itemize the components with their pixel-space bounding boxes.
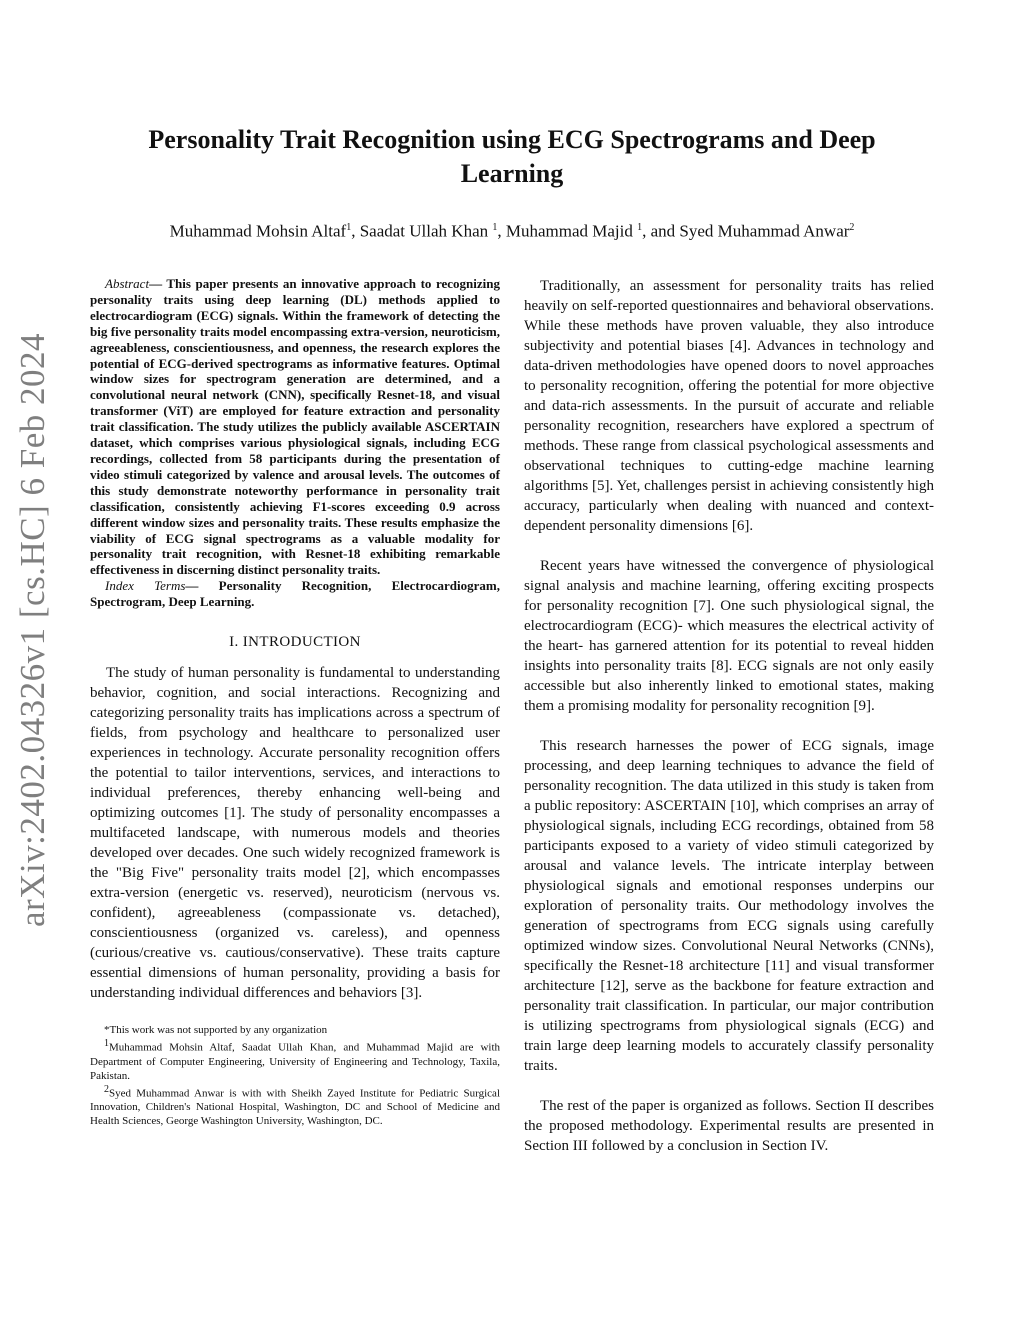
abstract	[90, 276, 500, 578]
author-affiliation-mark: 1	[492, 222, 498, 233]
footnote-affiliation-1	[90, 1037, 500, 1083]
index-terms	[90, 578, 500, 610]
body-paragraph: Recent years have witnessed the convergence of physiological signal analysis and machine learning, offering exciting prospects for personality recognition [7]. One such physiological signal, the electrocardiogram (ECG)- which measures the electrical activity of the heart- has garnered attention for its potential to reveal hidden insights into personality traits [8]. ECG signals are not only easily accessible but also inherently linked to emotional states, making them a promising modality for personality recognition [9].	[524, 558, 934, 714]
footnotes	[90, 1023, 500, 1128]
footnote-text: Syed Muhammad Anwar is with with Sheikh Zayed Institute for Pediatric Surgical Innovation, Children's National Hospital, Washington, DC and School of Medicine and Health Sciences, George Washington University, Washington, DC.	[90, 1087, 500, 1128]
index-terms-label: Index Terms	[105, 578, 186, 594]
author-name: Muhammad Mohsin Altaf	[169, 221, 347, 241]
author-list	[80, 216, 944, 244]
footnote-mark: 1	[104, 1038, 109, 1050]
author-separator: ,	[497, 221, 506, 241]
author-name: Muhammad Majid	[505, 221, 638, 241]
author-affiliation-mark: 1	[346, 222, 352, 233]
index-terms-text: — Personality Recognition, Electrocardiogram, Spectrogram, Deep Learning.	[90, 578, 500, 610]
author-separator: ,	[351, 221, 360, 241]
body-paragraph: The rest of the paper is organized as follows. Section II describes the proposed methodology. Experimental results are presented in Section III followed by a conclusion in Section IV.	[524, 1098, 934, 1154]
section-heading-introduction: I. INTRODUCTION	[229, 634, 361, 651]
intro-paragraph: The study of human personality is fundamental to understanding behavior, cognition, and social interactions. Recognizing and categorizing personality traits has implications across a spectrum of fields, from psychology and healthcare to personalized user experiences in technology. Accurate personality recognition offers the potential to tailor interventions, services, and interactions to individual preferences, thereby enhancing well-being and optimizing outcomes [1]. The study of personality encompasses a multifaceted landscape, with numerous models and theories developed over decades. One such widely recognized framework is the "Big Five" personality traits model [2], which encompasses extra-version (energetic vs. reserved), neuroticism (nervous vs. confident), agreeableness (compassionate vs. detached), conscientiousness (organized vs. careless), and openness (curious/creative vs. cautious/conservative). These traits capture essential dimensions of human personality, providing a basis for understanding individual differences and behaviors [3].	[90, 665, 500, 1002]
left-column	[90, 276, 500, 1128]
footnote-text: Muhammad Mohsin Altaf, Saadat Ullah Khan, and Muhammad Majid are with Department of Computer Engineering, University of Engineering and Technology, Taxila, Pakistan.	[90, 1041, 500, 1082]
author-name: Syed Muhammad Anwar	[679, 221, 850, 241]
abstract-text: — This paper presents an innovative approach to recognizing personality traits using deep learning (DL) methods applied to electrocardiogram (ECG) signals. Within the framework of detecting the big five personality traits model encompassing extra-version, neuroticism, agreeableness, conscientiousness, and openness, the research explores the potential of ECG-derived spectrograms as informative features. Optimal window sizes for spectrogram generation are determined, and a convolutional neural network (CNN), specifically Resnet-18, and visual transformer (ViT) are employed for feature extraction and personality trait classification. The study utilizes the publicly available ASCERTAIN dataset, which comprises various physiological signals, including ECG recordings, collected from 58 participants during the presentation of video stimuli categorized by valence and arousal levels. The outcomes of this study demonstrate noteworthy performance in personality trait classification, consistently achieving F1-scores exceeding 0.9 across different window sizes and personality traits. These results emphasize the viability of ECG signal spectrograms as a valuable modality for personality trait recognition, with Resnet-18 exhibiting remarkable effectiveness in discerning distinct personality traits.	[90, 276, 500, 578]
author-name: Saadat Ullah Khan	[359, 221, 493, 241]
right-column	[524, 276, 934, 1176]
body-paragraph: This research harnesses the power of ECG signals, image processing, and deep learning techniques to advance the field of personality recognition. The data utilized in this study is taken from a public repository: ASCERTAIN [10], which comprises an array of physiological signals, including ECG recordings, obtained from 58 participants exposed to a variety of video stimuli categorized by arousal and valance levels. The intricate interplay between physiological signals and emotional responses underpins our exploration of personality traits. Our methodology involves the generation of spectrograms from ECG signals using carefully optimized window sizes. Convolutional Neural Networks (CNNs), specifically the Resnet-18 architecture [11] and visual transformer architecture [12], serve as the backbone for feature extraction and personality trait classification. In particular, our major contribution is utilizing spectrograms from physiological signals (ECG) and train large deep learning models to accurately classify personality traits.	[524, 738, 934, 1074]
paper-title: Personality Trait Recognition using ECG Spectrograms and Deep Learning	[148, 125, 876, 188]
body-paragraph: Traditionally, an assessment for personality traits has relied heavily on self-reported questionnaires and behavioral observations. While these methods have proven valuable, they also introduce subjectivity and potential biases [4]. Advances in technology and data-driven methodologies have opened doors to novel approaches to personality recognition, offering the potential for more objective and data-rich assessments. In the pursuit of accurate and reliable personality recognition, researchers have explored a spectrum of methods. These range from classical psychological assessments and observational techniques to cutting-edge machine learning algorithms [5]. Yet, challenges persist in achieving consistently high accuracy, particularly when dealing with nuanced and context-dependent personality dimensions [6].	[524, 278, 934, 534]
author-affiliation-mark: 2	[849, 222, 855, 233]
abstract-label: Abstract	[105, 276, 150, 291]
footnote-mark: 2	[104, 1083, 109, 1095]
author-separator: , and	[642, 221, 680, 241]
footnote-affiliation-2	[90, 1083, 500, 1129]
footnote-funding: *This work was not supported by any organization	[104, 1024, 328, 1037]
arxiv-identifier: arXiv:2402.04326v1 [cs.HC] 6 Feb 2024	[13, 333, 52, 928]
author-affiliation-mark: 1	[637, 222, 643, 233]
